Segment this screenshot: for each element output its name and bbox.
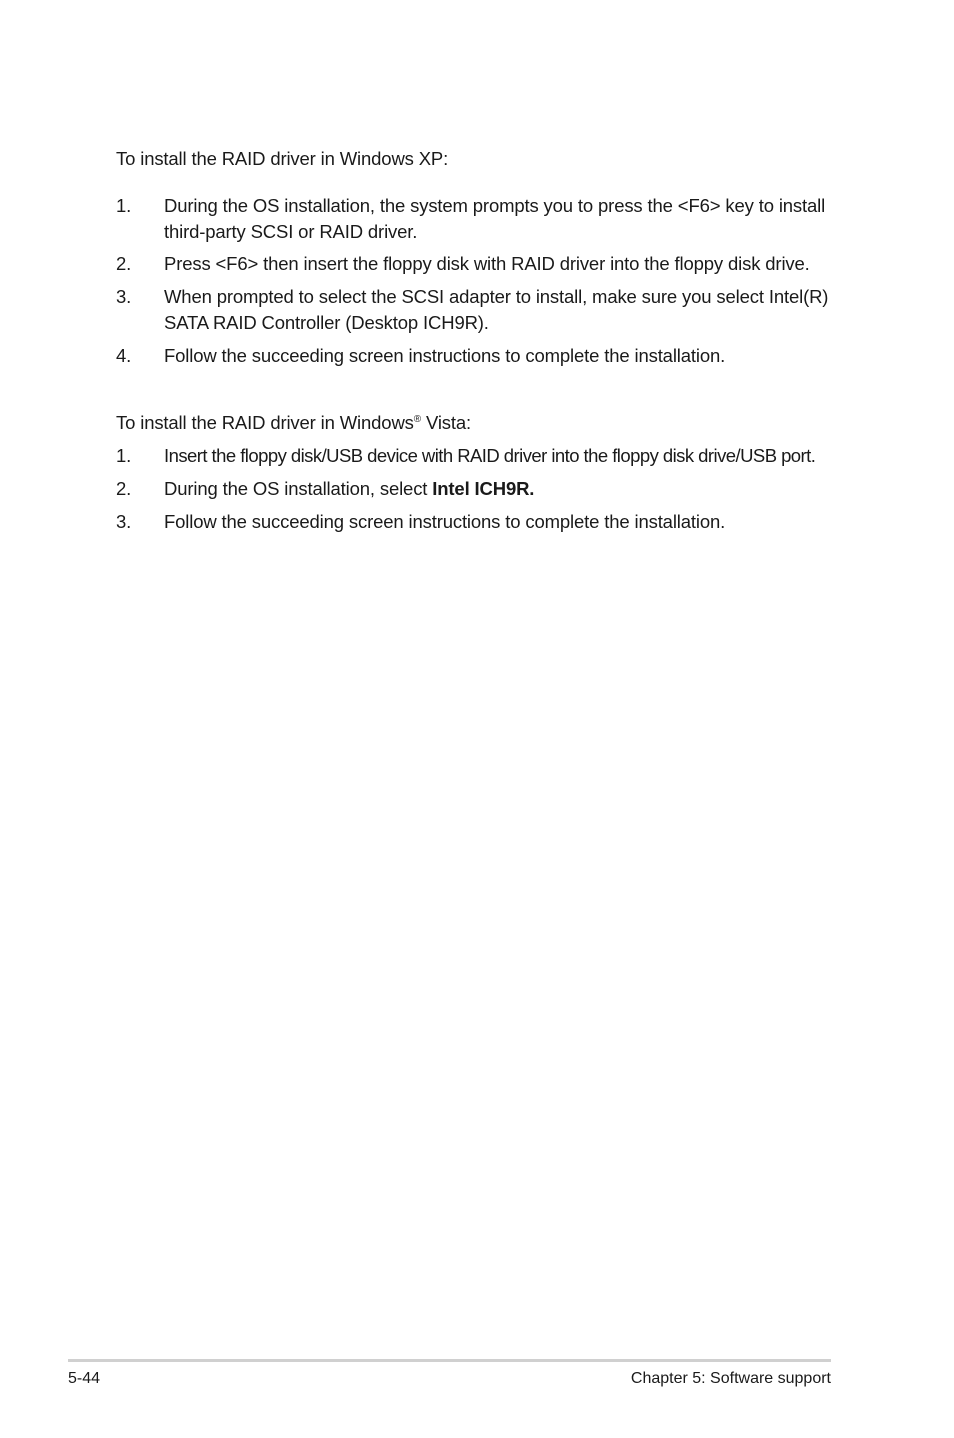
vista-steps-list xyxy=(116,443,836,535)
footer-divider xyxy=(68,1359,831,1362)
step-number: 3. xyxy=(116,511,132,532)
list-item xyxy=(116,251,836,277)
list-item xyxy=(116,343,836,369)
step-text xyxy=(164,476,836,502)
registered-mark: ® xyxy=(413,413,421,425)
list-item xyxy=(116,509,836,535)
xp-steps-list xyxy=(116,193,836,369)
chapter-title: Chapter 5: Software support xyxy=(630,1370,831,1387)
step-number: 3. xyxy=(116,286,132,307)
page-content xyxy=(116,146,836,535)
step-text: Follow the succeeding screen instructions to complete the installation. xyxy=(164,345,726,366)
vista-intro-text: To install the RAID driver in Windows xyxy=(116,412,414,433)
step-text: Follow the succeeding screen instructions to complete the installation. xyxy=(164,511,726,532)
list-item xyxy=(116,284,836,336)
step-number: 4. xyxy=(116,345,132,366)
step-text: Insert the floppy disk/USB device with RAID driver into the floppy disk drive/USB port. xyxy=(164,445,816,466)
step-number: 2. xyxy=(116,253,132,274)
step-number: 2. xyxy=(116,478,132,499)
step-text: During the OS installation, the system prompts you to press the <F6> key to install third-party SCSI or RAID driver. xyxy=(164,195,826,242)
step-number: 1. xyxy=(116,445,132,466)
step-number: 1. xyxy=(116,195,132,216)
list-item xyxy=(116,193,836,245)
list-item xyxy=(116,443,836,469)
page-number: 5-44 xyxy=(68,1370,101,1387)
step-text-plain: During the OS installation, select xyxy=(164,478,433,499)
step-text: When prompted to select the SCSI adapter to install, make sure you select Intel(R) SATA RAID Controller (Desktop ICH9R). xyxy=(164,286,829,333)
xp-intro: To install the RAID driver in Windows XP: xyxy=(116,148,449,169)
step-text: Press <F6> then insert the floppy disk with RAID driver into the floppy disk drive. xyxy=(164,253,810,274)
list-item xyxy=(116,476,836,502)
vista-intro-suffix: Vista: xyxy=(420,412,471,433)
vista-intro xyxy=(116,410,836,436)
step-text-bold: Intel ICH9R. xyxy=(432,478,535,499)
